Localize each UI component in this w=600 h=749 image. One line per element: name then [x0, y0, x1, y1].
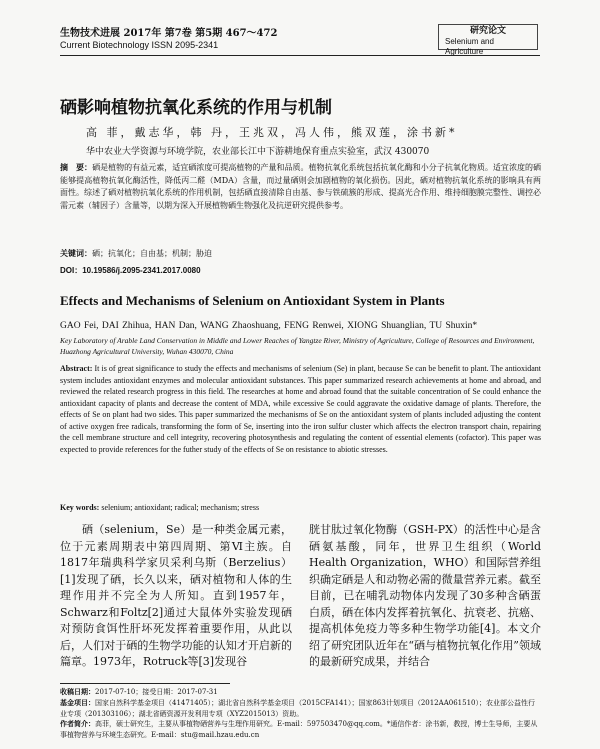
abstract-en-label: Abstract:: [60, 364, 93, 373]
abstract-zh: [60, 161, 541, 212]
body-column-right: 胱甘肽过氧化物酶（GSH-PX）的活性中心是含硒氨基酸，同年，世界卫生组织（World Health Organization，WHO）和国际营养组织确定硒是人和动物必需的微量营养元素。截至目前，已在哺乳动物体内发现了30多种含硒蛋白质，硒在体内发挥着抗氧化、抗衰老、抗癌、提高机体免疫力等多种生物学功能[4]。本文介绍了研究团队近年在“硒与植物抗氧化作用”领域的最新研究成果，并结合: [309, 523, 541, 668]
doi: DOI：10.19586/j.2095-2341.2017.0080: [60, 266, 201, 275]
authors-zh: 高 菲，戴志华，韩 丹，王兆双，冯人伟，熊双莲，涂书新*: [86, 126, 458, 139]
author-text: 高菲，硕士研究生，主要从事植物硒营养与生理作用研究。E-mail：597503470@qq.com。*通信作者：涂书新，教授，博士生导师，主要从事植物营养与环境生态研究。E-mail：stu@mail.hzau.edu.cn: [60, 720, 538, 739]
abstract-zh-label: 摘 要：: [60, 162, 93, 172]
body-column-left: 硒（selenium，Se）是一种类金属元素，位于元素周期表中第四周期、第Ⅵ主族。自1817年瑞典科学家贝采利乌斯（Berzelius）[1]发现了硒，长久以来，硒对植物和人体的生理作用并不完全为人所知。直到1957年，Schwarz和Foltz[2]通过大鼠体外实验发现硒对预防食饵性肝坏死发挥着重要作用，从此以后，人们对于硒的生物学功能的认知才开启新的篇章。1973年，Rotruck等[3]发现谷: [60, 523, 292, 668]
keywords-zh: [60, 248, 212, 259]
keywords-en-label: Key words:: [60, 503, 100, 512]
header-rule: [60, 55, 540, 56]
abstract-en: [60, 363, 541, 455]
abstract-en-text: It is of great significance to study the effects and mechanisms of selenium (Se) in plant, because Se can be benefit to plant. The antioxidant system includes antioxidant enzymes and molecular antioxidant substances. This paper summarized research achievements at home and abroad, and reviewed the related research progress in this field. The researches at home and abroad found that the suitable concentration of Se could enhance the antioxidant capacity of plants and decrease the content of MDA, while excessive Se could aggravate the oxidative damage of plants. Therefore, the effects of Se on plant had two sides. This paper summarized the mechanisms of Se on the antioxidant system of plants included adjusting the content of active oxygen free radicals, transforming the form of Se, inserting into the iron sulfur cluster which affects the electron transport chain, repairing the cell membrane structure and cell integrity, recovering photosynthesis and regulating the content of essential elements (cofactor). This paper was expected to provide references for the futher study of the effects of Se on resistance to abiotic stresses.: [60, 364, 542, 454]
keywords-en: [60, 503, 259, 512]
affiliation-zh: 华中农业大学资源与环境学院，农业部长江中下游耕地保育重点实验室，武汉 430070: [86, 147, 430, 157]
received-label: 收稿日期：: [60, 687, 95, 696]
section-box: [438, 24, 538, 56]
fund-label: 基金项目：: [60, 698, 95, 707]
title-en: Effects and Mechanisms of Selenium on Antioxidant System in Plants: [60, 293, 445, 308]
footnote-fund: [60, 698, 541, 719]
journal-header: 生物技术进展 2017年 第7卷 第5期 467～472: [60, 28, 278, 39]
footnote-rule: [60, 683, 230, 684]
footnote-received: [60, 687, 541, 698]
authors-en: GAO Fei, DAI Zhihua, HAN Dan, WANG Zhaoshuang, FENG Renwei, XIONG Shuanglian, TU Shuxin*: [60, 321, 478, 331]
journal-header-en: Current Biotechnology ISSN 2095-2341: [60, 40, 219, 50]
keywords-zh-label: 关键词：: [60, 248, 92, 258]
author-label: 作者简介：: [60, 719, 95, 728]
title-zh: 硒影响植物抗氧化系统的作用与机制: [60, 98, 332, 118]
keywords-en-text: selenium; antioxidant; radical; mechanism; stress: [101, 503, 260, 512]
footnote-author: [60, 719, 541, 740]
fund-text: 国家自然科学基金项目（41471405）；湖北省自然科学基金项目（2015CFA141）；国家863计划项目（2012AA061510）；农业部公益性行业专项（201303106）；湖北省硒资源开发利用专项（XYZ2015013）资助。: [60, 699, 535, 718]
abstract-zh-text: 硒是植物的有益元素，适宜硒浓度可提高植物的产量和品质。植物抗氧化系统包括抗氧化酶和小分子抗氧化物质。适宜浓度的硒能够提高植物抗氧化酶活性，降低丙二醛（MDA）含量，而过量硒则会加剧植物的氧化损伤。因此，硒对植物抗氧化系统的影响具有两面性。综述了硒对植物抗氧化系统的作用机制，包括硒直接清除自由基、参与铁硫簇的形成、提高光合作用、维持细胞膜完整性、调控必需元素（辅因子）含量等，以期为深入开展植物硒生物强化及抗逆研究提供参考。: [60, 163, 542, 210]
received-text: 2017-07-10；接受日期：2017-07-31: [95, 688, 218, 696]
section-label-zh: 研究论文: [469, 26, 506, 36]
keywords-zh-text: 硒；抗氧化；自由基；机制；胁迫: [92, 249, 212, 258]
affiliation-en: Key Laboratory of Arable Land Conservation in Middle and Lower Reaches of Yangtze River, Ministry of Agriculture, College of Resources and Environment, Huazhong Agricultural University, Wuhan 430070, China: [60, 336, 535, 356]
section-label-en: Selenium and Agriculture: [445, 37, 494, 56]
